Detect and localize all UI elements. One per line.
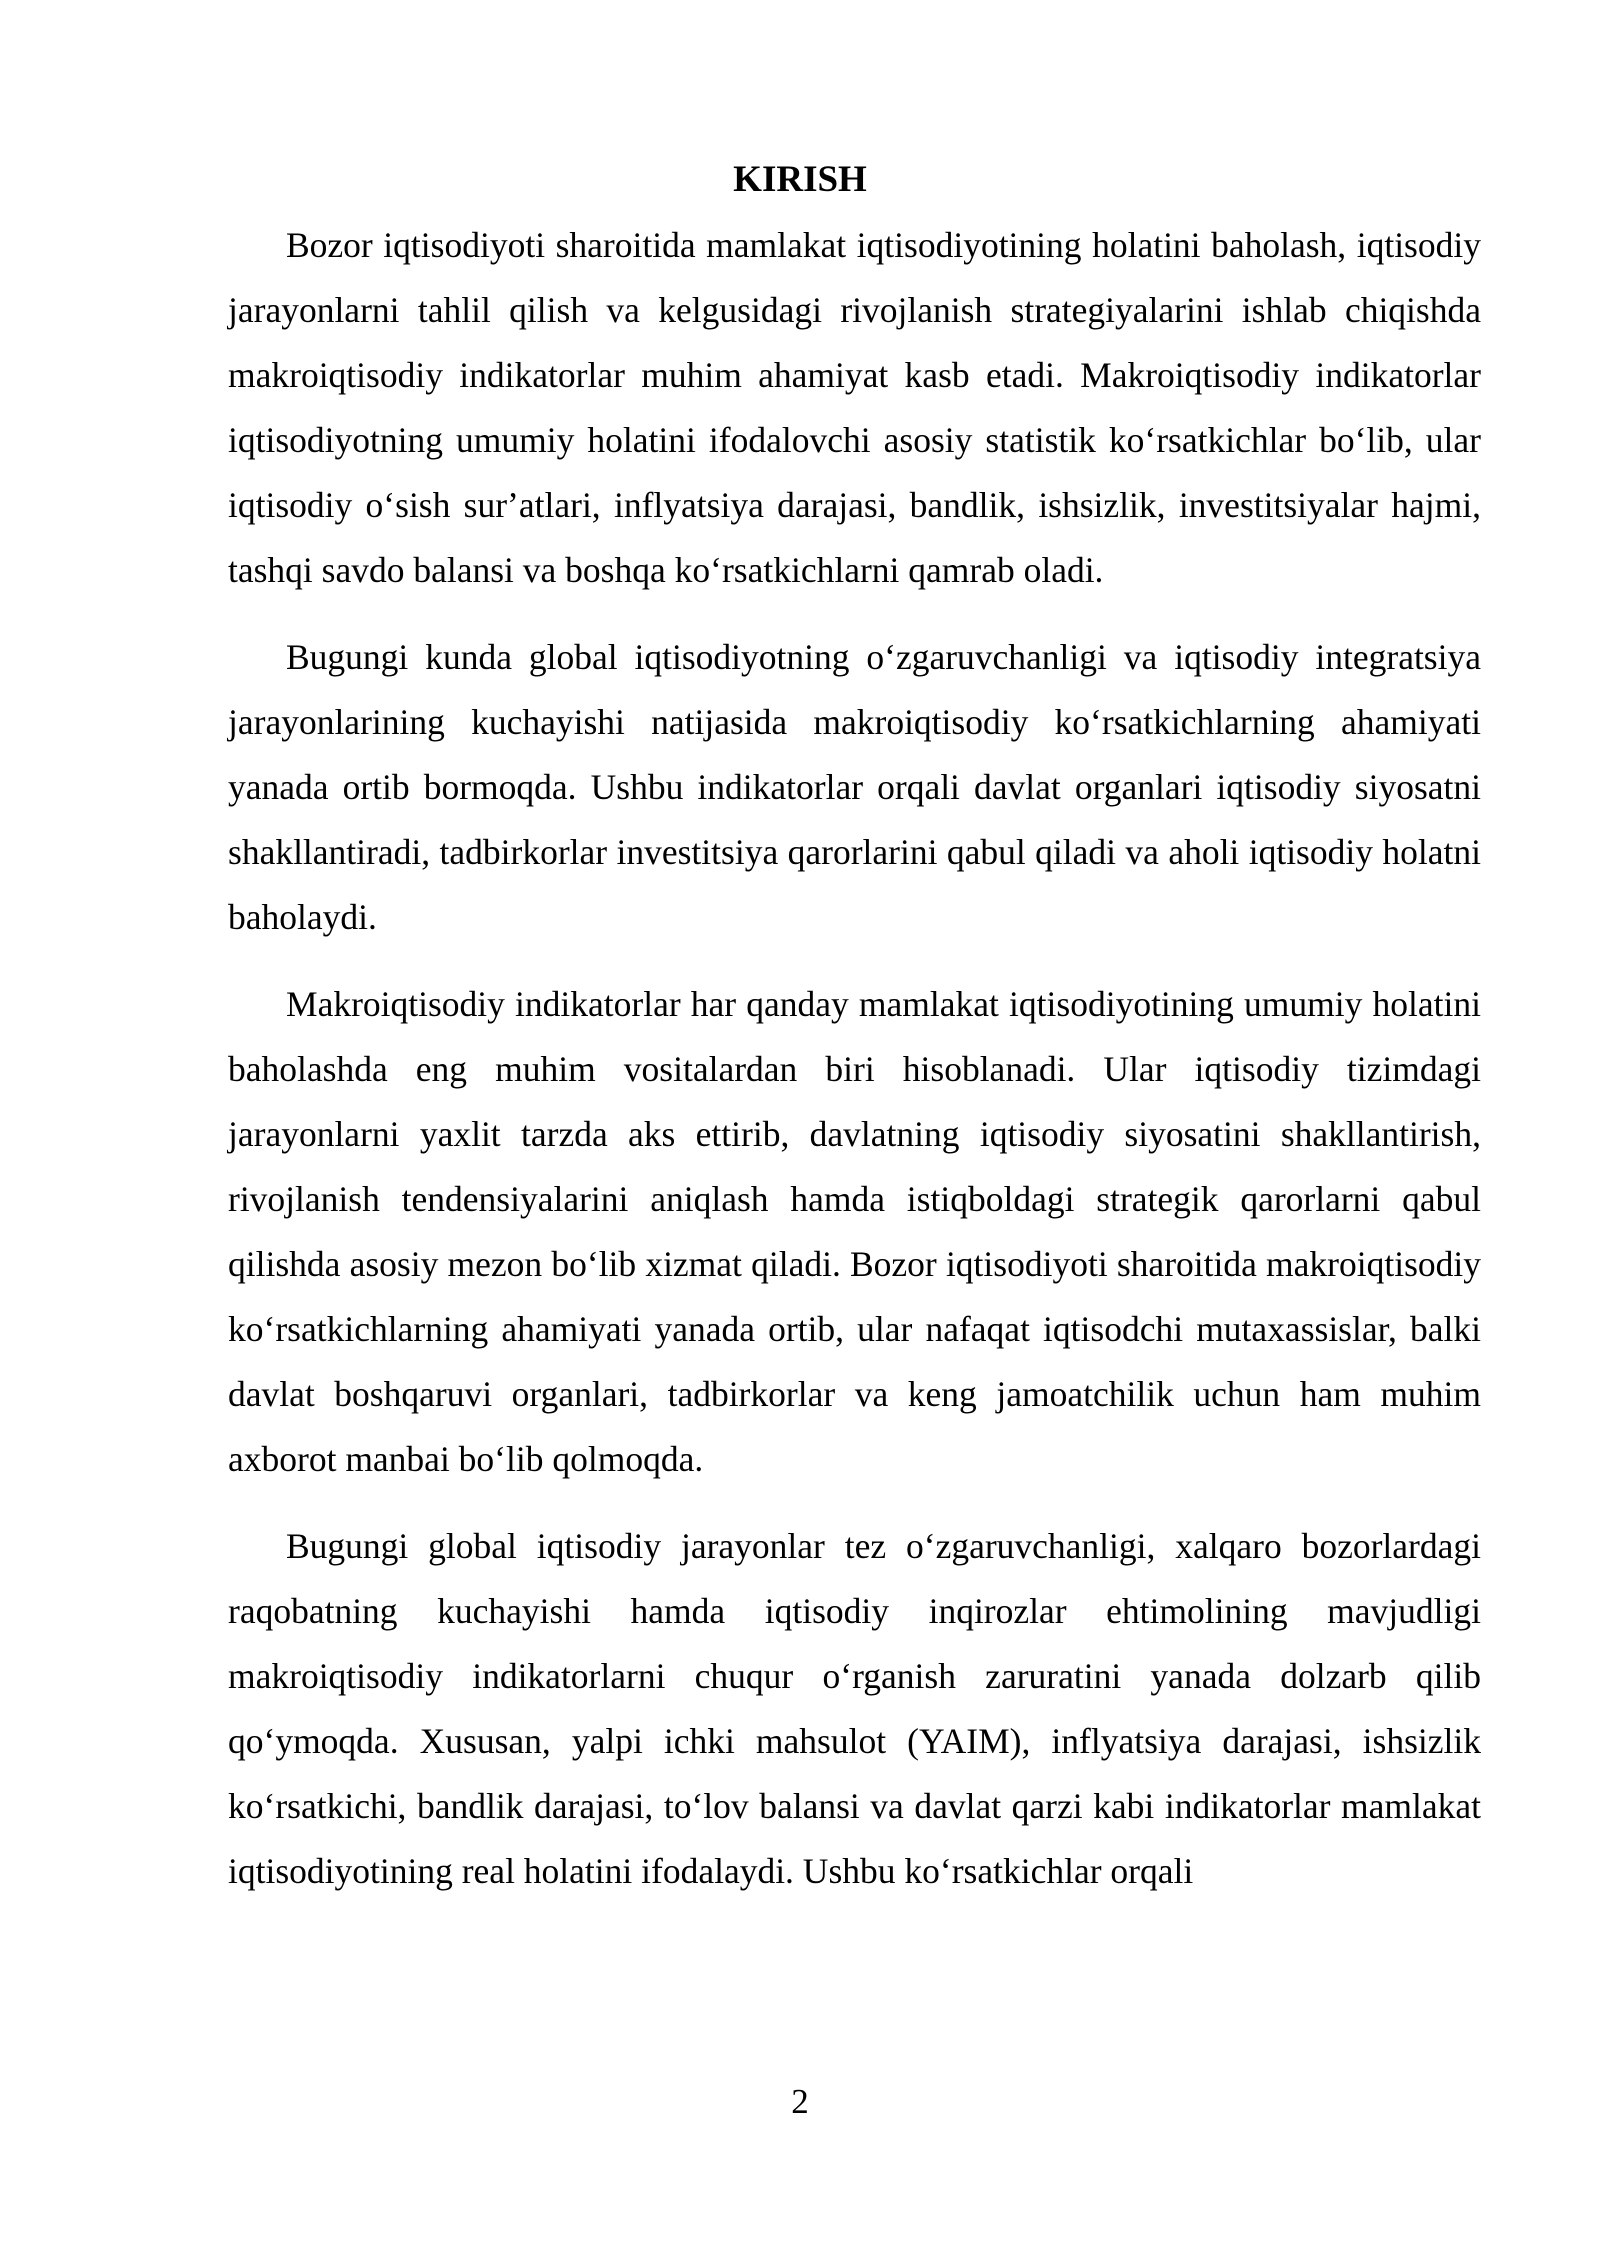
- page-heading: KIRISH: [733, 159, 867, 200]
- body-text: [228, 213, 1481, 1926]
- paragraph-1: Bozor iqtisodiyoti sharoitida mamlakat iqtisodiyotining holatini baholash, iqtisodiy jarayonlarni tahlil qilish va kelgusidagi rivojlanish strategiyalarini ishlab chiqishda makroiqtisodiy indikatorlar muhim ahamiyat kasb etadi. Makroiqtisodiy indikatorlar iqtisodiyotning umumiy holatini ifodalovchi asosiy statistik koʻrsatkichlar boʻlib, ular iqtisodiy oʻsish surʼatlari, inflyatsiya darajasi, bandlik, ishsizlik, investitsiyalar hajmi, tashqi savdo balansi va boshqa koʻrsatkichlarni qamrab oladi.: [228, 225, 1481, 590]
- paragraph-3: Makroiqtisodiy indikatorlar har qanday mamlakat iqtisodiyotining umumiy holatini baholashda eng muhim vositalardan biri hisoblanadi. Ular iqtisodiy tizimdagi jarayonlarni yaxlit tarzda aks ettirib, davlatning iqtisodiy siyosatini shakllantirish, rivojlanish tendensiyalarini aniqlash hamda istiqboldagi strategik qarorlarni qabul qilishda asosiy mezon boʻlib xizmat qiladi. Bozor iqtisodiyoti sharoitida makroiqtisodiy koʻrsatkichlarning ahamiyati yanada ortib, ular nafaqat iqtisodchi mutaxassislar, balki davlat boshqaruvi organlari, tadbirkorlar va keng jamoatchilik uchun ham muhim axborot manbai boʻlib qolmoqda.: [228, 984, 1481, 1479]
- page-number: 2: [791, 2082, 809, 2121]
- paragraph-4: Bugungi global iqtisodiy jarayonlar tez oʻzgaruvchanligi, xalqaro bozorlardagi raqobatning kuchayishi hamda iqtisodiy inqirozlar ehtimolining mavjudligi makroiqtisodiy indikatorlarni chuqur oʻrganish zaruratini yanada dolzarb qilib qoʻymoqda. Xususan, yalpi ichki mahsulot (YAIM), inflyatsiya darajasi, ishsizlik koʻrsatkichi, bandlik darajasi, toʻlov balansi va davlat qarzi kabi indikatorlar mamlakat iqtisodiyotining real holatini ifodalaydi. Ushbu koʻrsatkichlar orqali: [228, 1526, 1481, 1891]
- paragraph-2: Bugungi kunda global iqtisodiyotning oʻzgaruvchanligi va iqtisodiy integratsiya jarayonlarining kuchayishi natijasida makroiqtisodiy koʻrsatkichlarning ahamiyati yanada ortib bormoqda. Ushbu indikatorlar orqali davlat organlari iqtisodiy siyosatni shakllantiradi, tadbirkorlar investitsiya qarorlarini qabul qiladi va aholi iqtisodiy holatni baholaydi.: [228, 637, 1481, 937]
